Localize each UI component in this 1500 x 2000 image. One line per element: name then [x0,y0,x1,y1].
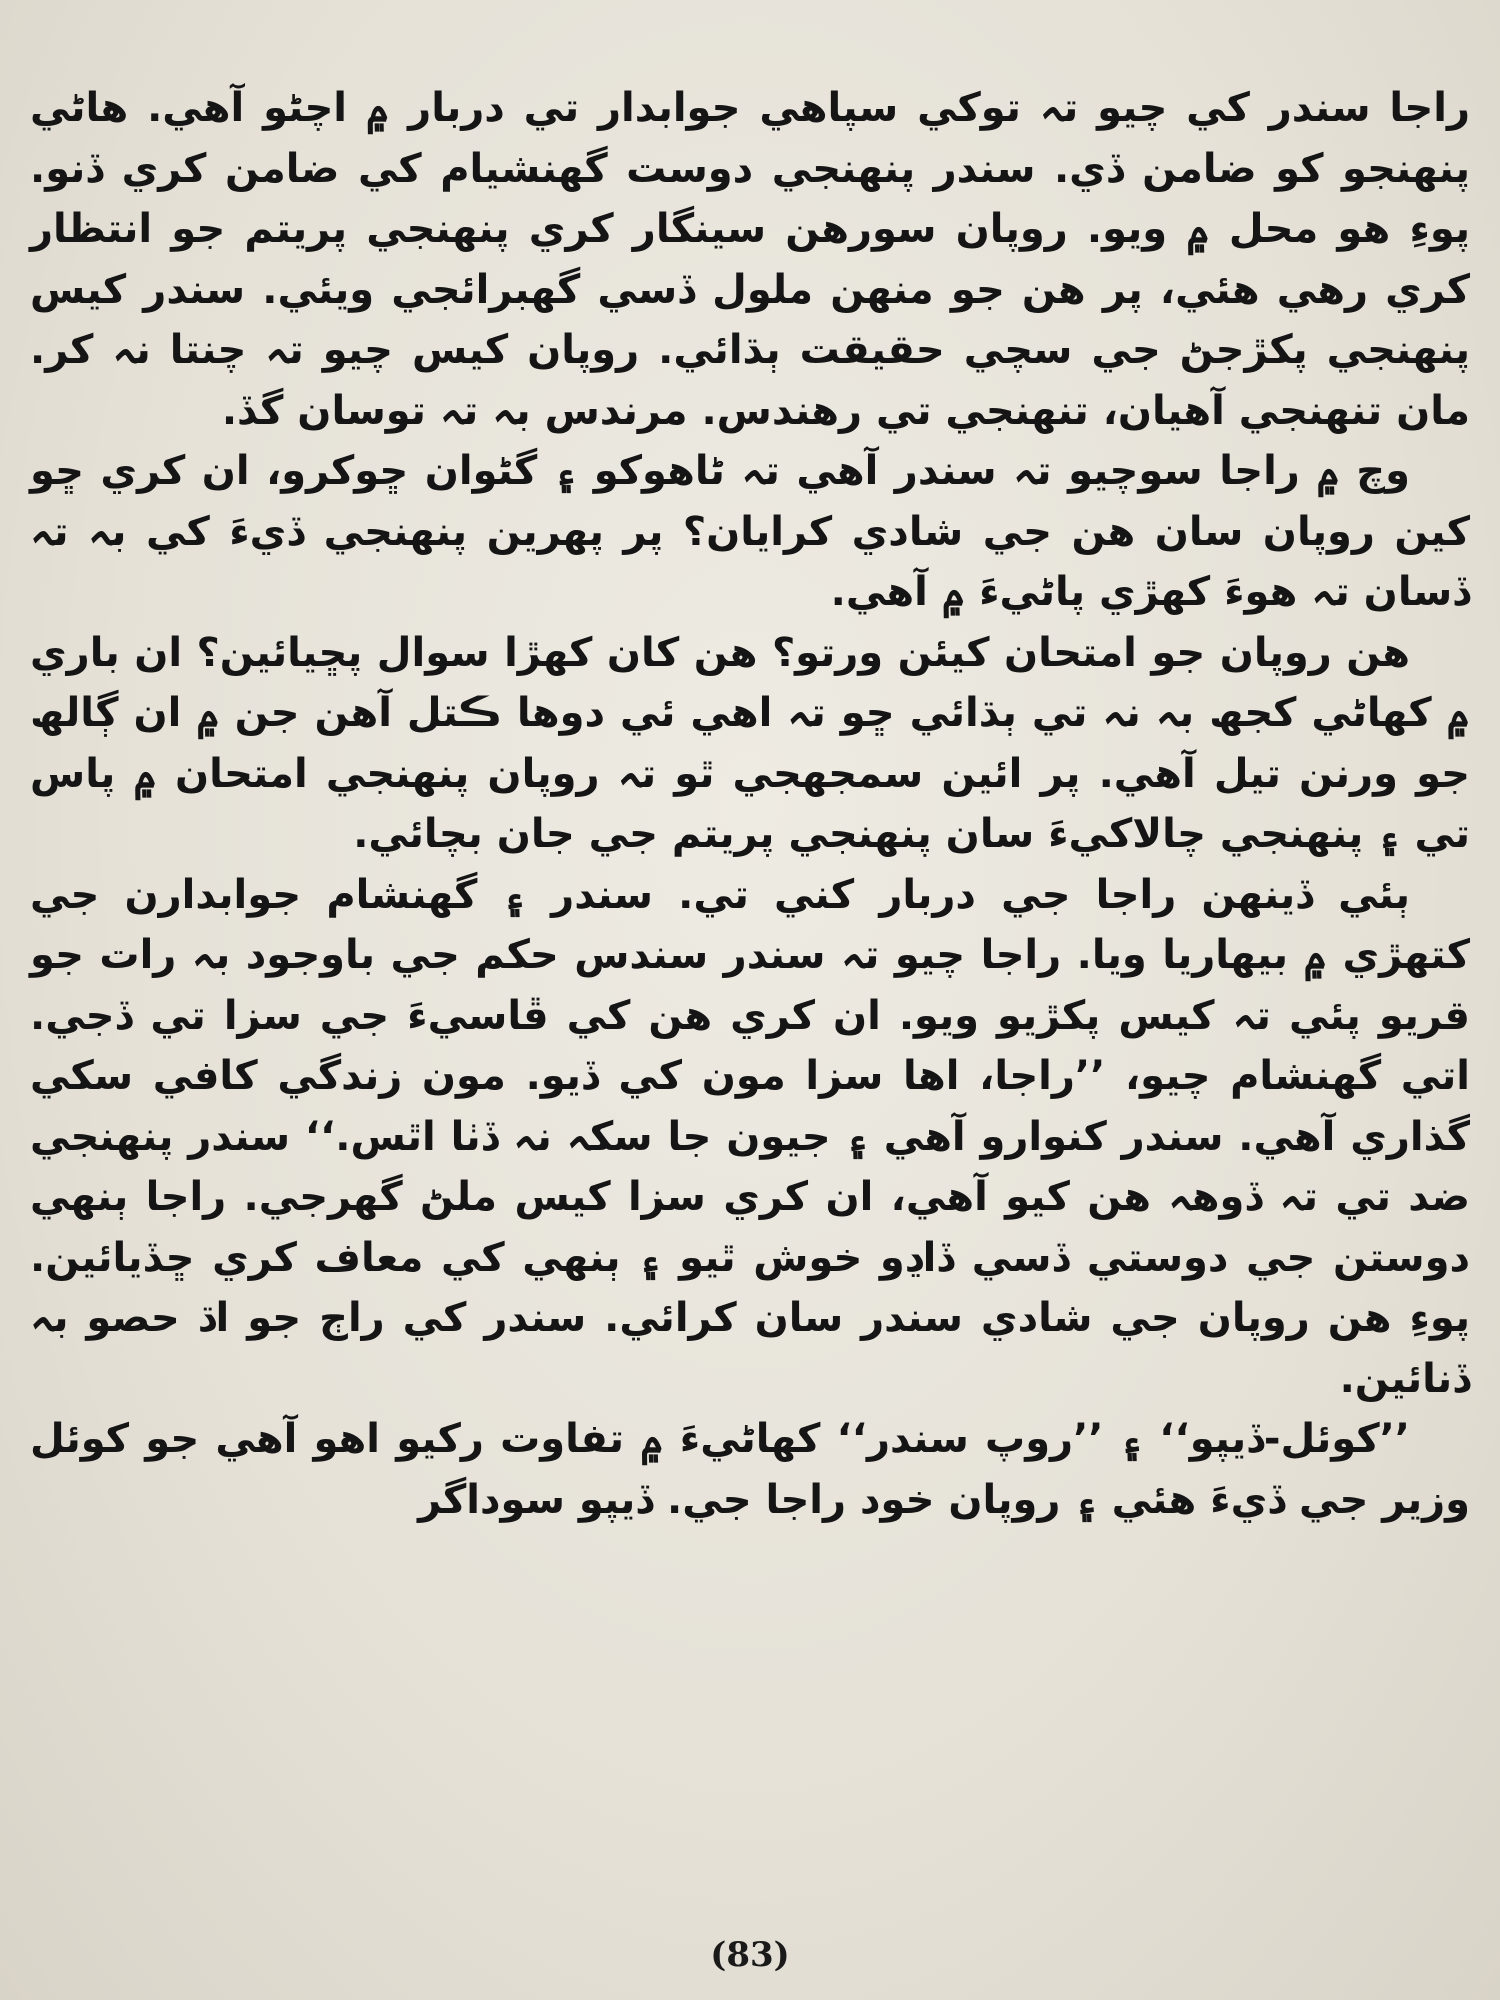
page-number: (83) [710,1935,790,1975]
paragraph-4: ٻئي ڏينهن راجا جي دربار کني تي. سندر ۽ گهنشام جوابدارن جي کتهڙي ۾ بيهاريا ويا. راجا چيو تہ سندر سندس حکم جي باوجود بہ رات جو قريو پئي تہ کيس پکڙيو ويو. ان کري هن کي ڦاسيءَ جي سزا تي ڏجي. اتي گهنشام چيو، ’’راجا، اها سزا مون کي ڏيو. مون زندگي کافي سکي گذاري آهي. سندر کنوارو آهي ۽ جيون جا سکہ نہ ڏٺا اٿس.‘‘ سندر پنهنجي ضد تي تہ ڏوھہ هن کيو آهي، ان کري سزا کيس ملڻ گهرجي. راجا ٻنهي دوستن جي دوستي ڏسي ڏاڍو خوش ٿيو ۽ ٻنهي کي معاف کري ڇڏيائين. پوءِ هن روپان جي شادي سندر سان کرائي. سندر کي راڄ جو اڌ حصو بہ ڏنائين. [30,871,1470,1402]
paragraph-3: هن روپان جو امتحان کيئن ورتو؟ هن کان کهڙا سوال پڇيائين؟ ان باري ۾ کهاڻي کجھ بہ نہ تي ٻڌائي ڇو تہ اهي ئي دوها ڪتل آهن جن ۾ ان ڳالھ جو ورنن تيل آهي. پر ائين سمجهجي ٿو تہ روپان پنهنجي امتحان ۾ پاس تي ۽ پنهنجي چالاکيءَ سان پنهنجي پريتم جي جان بچائي. [30,629,1470,857]
paragraph-5: ’’کوئل-ڏيپو‘‘ ۽ ’’روپ سندر‘‘ کهاڻيءَ ۾ تفاوت رکيو اهو آهي جو کوئل وزير جي ڏيءَ هئي ۽ روپان خود راجا جي. ڏيپو سوداگر [30,1416,1470,1523]
paragraph-2: وچ ۾ راجا سوچيو تہ سندر آهي تہ ڻاهوکو ۽ گڻوان ڇوکرو، ان کري ڇو کين روپان سان هن جي شادي کرايان؟ پر پهرين پنهنجي ڏيءَ کي بہ تہ ڏسان تہ هوءَ کهڙي پاڻيءَ ۾ آهي. [30,448,1470,615]
page-text [30,78,1470,1530]
paragraph-1: راجا سندر کي چيو تہ توکي سپاهي جوابدار تي دربار ۾ اچڻو آهي. هاڻي پنهنجو کو ضامن ڏي. سندر پنهنجي دوست گهنشيام کي ضامن کري ڏنو. پوءِ هو محل ۾ ويو. روپان سورهن سينگار کري پنهنجي پريتم جو انتظار کري رهي هئي، پر هن جو منهن ملول ڏسي گهبرائجي ويئي. سندر کيس پنهنجي پکڙجڻ جي سچي حقيقت ٻڌائي. روپان کيس چيو تہ چنتا نہ کر. مان تنهنجي آهيان، تنهنجي تي رهندس. مرندس بہ تہ توسان گڏ. [30,85,1470,434]
